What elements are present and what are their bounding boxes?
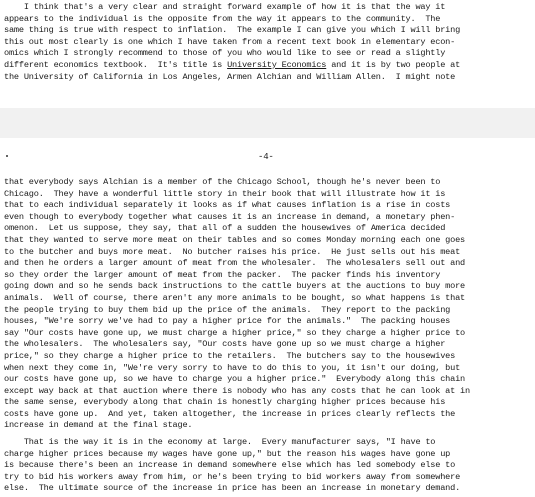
text-line: try to bid his workers away from him, or he's been trying to bid workers away from somewhere	[4, 471, 461, 482]
text-line: omenon. Let us suppose, they say, that all of a sudden the housewives of America decided	[4, 223, 446, 234]
text-line: the University of California in Los Angeles, Armen Alchian and William Allen. I might note	[4, 71, 456, 82]
text-line: price," so they charge a higher price to the retailers. The butchers say to the housewives	[4, 350, 456, 361]
text-line: different economics textbook. It's title is	[4, 59, 228, 70]
text-line: when next they come in, "We're very sorry to have to do this to you, it isn't our doing, but	[4, 362, 461, 373]
text-line: animals. Well of course, there aren't any more animals to be bought, so what happens is that	[4, 292, 466, 303]
text-line: I think that's a very clear and straight forward example of how it is that the way it	[4, 2, 446, 12]
text-line: our costs have gone up, so we have to charge you a higher price." Everybody along this chain	[4, 374, 466, 385]
text-line: except way back at that auction where there is nobody who has any costs that he can look at in	[4, 385, 470, 396]
text-line: say "Our costs have gone up, we must charge a higher price," so they charge a higher price to	[4, 327, 466, 338]
text-line: the wholesalers. The wholesalers say, "Our costs have gone up so we must charge a higher	[4, 339, 446, 350]
book-title: University Economics	[227, 59, 327, 70]
previous-page-text	[4, 2, 460, 83]
text-line: costs have gone up. And yet, taken altogether, the increase in prices clearly reflects the	[4, 408, 456, 419]
text-line: and it is by two people at	[326, 59, 461, 70]
text-line: going down and so he sends back instructions to the cattle buyers at the auctions to buy more	[4, 281, 466, 292]
text-line: is because there's been an increase in demand somewhere else which has led somebody else to	[4, 460, 456, 471]
text-line: even though to everybody together what causes it is an increase in demand, a monetary phen-	[4, 211, 456, 222]
text-line: so they order the larger amount of meat from the packer. The packer finds his inventory	[4, 269, 441, 280]
text-line: charge higher prices because my wages have gone up," but the reason his wages have gone up	[4, 448, 451, 459]
text-line: this out most clearly is one which I have taken from a recent text book in elementary econ-	[4, 36, 456, 47]
text-line: and then he orders a larger amount of meat from the wholesaler. The wholesalers sell out and	[4, 258, 466, 269]
text-line: That is the way it is in the economy at large. Every manufacturer says, "I have to	[4, 437, 436, 447]
page-number: -4-	[258, 152, 274, 162]
text-line: houses, "We're sorry we've had to pay a higher price for the animals." The packing houses	[4, 316, 451, 327]
text-line: that they wanted to serve more meat on their tables and so comes Monday morning each one goes	[4, 234, 466, 245]
text-line: appears to the individual is the opposite from the way it appears to the community. The	[4, 13, 441, 24]
paragraph-1	[4, 177, 470, 432]
text-line: to the butcher and buys more meat. No butcher raises his price. He just sells out his meat	[4, 246, 461, 257]
paragraph-2	[4, 437, 460, 495]
text-line: increase in demand at the final stage.	[4, 420, 193, 431]
previous-page-fragment	[0, 0, 535, 108]
scan-speck	[6, 155, 8, 157]
page-gap	[0, 108, 535, 138]
text-line: else. The ultimate source of the increase in price has been an increase in monetary demand.	[4, 483, 461, 494]
text-line: the people trying to buy them bid up the price of the animals. They report to the packing	[4, 304, 451, 315]
text-line: the same sense, everybody along that chain is honestly charging higher prices because his	[4, 397, 446, 408]
text-line: omics which I strongly recommend to those of you who would like to see or read a slightly	[4, 48, 446, 59]
text-line: that to each individual separately it looks as if what causes inflation is a rise in costs	[4, 200, 451, 211]
text-line: Chicago. They have a wonderful little story in their book that will illustrate how it is	[4, 188, 446, 199]
text-line: that everybody says Alchian is a member of the Chicago School, though he's never been to	[4, 177, 441, 187]
text-line: same thing is true with respect to inflation. The example I can give you which I will bring	[4, 25, 461, 36]
